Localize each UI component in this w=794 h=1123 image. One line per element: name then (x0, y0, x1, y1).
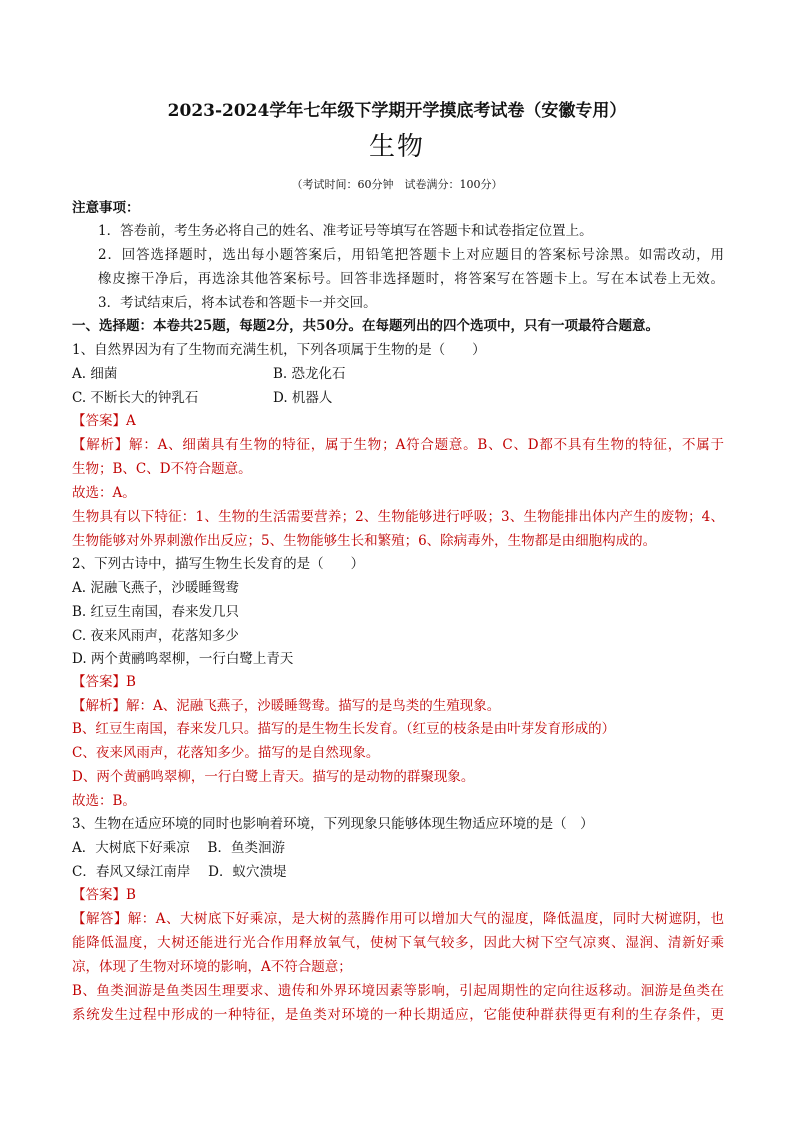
q2-analysis-line-2: B、红豆生南国，春来发几只。描写的是生物生长发育。（红豆的枝条是由叶芽发育形成的） (72, 721, 616, 737)
question-3-stem: 3、生物在适应环境的同时也影响着环境，下列现象只能够体现生物适应环境的是（ ） (72, 816, 594, 832)
q3-analysis-line-2: 能降低温度，大树还能进行光合作用释放氧气，使树下氧气较多，因此大树下空气凉爽、湿润、清新好乘 (72, 935, 724, 951)
q1-analysis-line-1: 【解析】解：A、细菌具有生物的特征，属于生物；A符合题意。B、C、D都不具有生物的特征，不属于 (72, 437, 724, 453)
note-item-2: 2．回答选择题时，选出每小题答案后，用铅笔把答题卡上对应题目的答案标号涂黑。如需改动，用 (98, 247, 724, 263)
q3-analysis-line-5: 系统发生过程中形成的一种特征，是鱼类对环境的一种长期适应，它能使种群获得更有利的生存条件，更 (72, 1007, 724, 1023)
q3-analysis-line-1: 【解答】解：A、大树底下好乘凉，是大树的蒸腾作用可以增加大气的湿度，降低温度，同时大树遮阴，也 (72, 911, 724, 927)
page-title: 2023-2024学年七年级下学期开学摸底考试卷（安徽专用） (167, 101, 627, 121)
question-1-stem: 1、自然界因为有了生物而充满生机，下列各项属于生物的是（ ） (72, 342, 486, 358)
subject-title: 生物 (368, 132, 425, 162)
q1-analysis-line-2: 生物；B、C、D不符合题意。 (72, 461, 252, 477)
question-2-stem: 2、下列古诗中，描写生物生长发育的是（ ） (72, 556, 365, 572)
notes-heading: 注意事项： (72, 200, 140, 216)
q2-analysis-line-1: 【解析】解：A、泥融飞燕子，沙暖睡鸳鸯。描写的是鸟类的生殖现象。 (72, 698, 501, 714)
section-heading: 一、选择题：本卷共25题，每题2分，共50分。在每题列出的四个选项中，只有一项最符合题意。 (72, 318, 659, 334)
q1-extra-line-1: 生物具有以下特征：1、生物的生活需要营养；2、生物能够进行呼吸；3、生物能排出体内产生的废物；4、 (72, 509, 724, 525)
note-item-2-cont: 橡皮擦干净后，再选涂其他答案标号。回答非选择题时，将答案写在答题卡上。写在本试卷上无效。 (98, 271, 724, 287)
note-item-3: 3．考试结束后，将本试卷和答题卡一并交回。 (98, 295, 377, 311)
q2-analysis-line-4: D、两个黄鹂鸣翠柳，一行白鹭上青天。描写的是动物的群聚现象。 (72, 769, 475, 785)
exam-time-info: （考试时间：60分钟 试卷满分：100分） (291, 178, 503, 191)
q2-choice: 故选：B。 (72, 793, 136, 809)
q1-choice: 故选：A。 (72, 485, 136, 501)
q1-option-b: B. 恐龙化石 (273, 366, 346, 382)
q1-answer: 【答案】A (72, 413, 136, 429)
q2-analysis-line-3: C、夜来风雨声，花落知多少。描写的是自然现象。 (72, 745, 380, 761)
q1-option-c: C. 不断长大的钟乳石 (72, 390, 199, 406)
q2-answer: 【答案】B (72, 674, 136, 690)
q3-options-cd: C．春风又绿江南岸 D．蚁穴溃堤 (72, 864, 287, 880)
q2-option-a: A. 泥融飞燕子，沙暖睡鸳鸯 (72, 580, 239, 596)
q2-option-d: D. 两个黄鹂鸣翠柳，一行白鹭上青天 (72, 651, 294, 667)
note-item-1: 1．答卷前，考生务必将自己的姓名、准考证号等填写在答题卡和试卷指定位置上。 (98, 223, 593, 239)
q1-option-a: A. 细菌 (72, 366, 118, 382)
q3-analysis-line-4: B、鱼类洄游是鱼类因生理要求、遗传和外界环境因素等影响，引起周期性的定向往返移动。洄游是鱼类在 (72, 983, 724, 999)
q3-answer: 【答案】B (72, 887, 136, 903)
q1-extra-line-2: 生物能够对外界刺激作出反应；5、生物能够生长和繁殖；6、除病毒外，生物都是由细胞构成的。 (72, 533, 657, 549)
q2-option-b: B. 红豆生南国，春来发几只 (72, 604, 240, 620)
q3-options-ab: A．大树底下好乘凉 B．鱼类洄游 (72, 840, 285, 856)
q1-option-d: D. 机器人 (273, 390, 333, 406)
q2-option-c: C. 夜来风雨声，花落知多少 (72, 628, 239, 644)
q3-analysis-line-3: 凉，体现了生物对环境的影响，A不符合题意； (72, 959, 352, 975)
